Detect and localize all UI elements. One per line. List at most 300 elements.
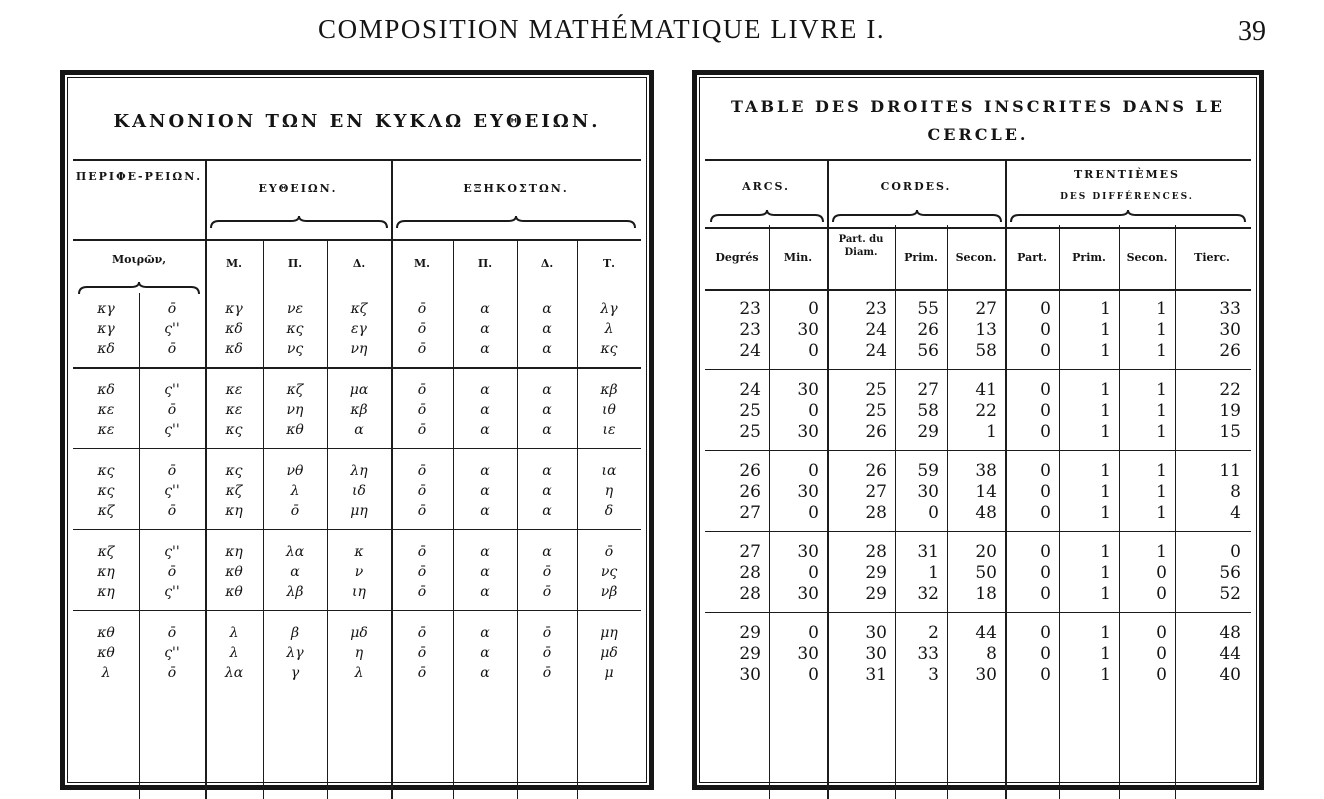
table-cell: 1 [1100, 341, 1111, 361]
block-rule [705, 450, 1251, 451]
table-cell: κθ [97, 645, 115, 661]
table-cell: ō [417, 463, 427, 479]
table-cell: α [542, 321, 552, 337]
table-cell: α [480, 301, 490, 317]
table-cell: ō [167, 341, 177, 357]
table-cell: 24 [739, 380, 761, 400]
table-cell: α [542, 422, 552, 438]
table-cell: νη [350, 341, 368, 357]
column-header: Secon. [1126, 251, 1168, 264]
table-cell: 30 [975, 665, 997, 685]
table-cell: 1 [1156, 482, 1167, 502]
table-cell: ō [167, 625, 177, 641]
table-cell: κδ [97, 382, 115, 398]
table-cell: 30 [917, 482, 939, 502]
table-cell: ιθ [602, 402, 616, 418]
table-cell: 0 [1040, 320, 1051, 340]
table-cell: 19 [1219, 401, 1241, 421]
table-cell: λγ [600, 301, 618, 317]
group-brace [77, 281, 201, 295]
table-cell: 33 [917, 644, 939, 664]
table-cell: κγ [97, 321, 115, 337]
table-cell: λ [290, 483, 300, 499]
table-cell: ō [542, 645, 552, 661]
table-cell: κγ [97, 301, 115, 317]
table-cell: α [480, 483, 490, 499]
table-cell: κς [286, 321, 304, 337]
table-cell: 1 [1100, 563, 1111, 583]
table-cell: κζ [225, 483, 243, 499]
table-cell: 0 [808, 341, 819, 361]
table-cell: 26 [739, 461, 761, 481]
table-cell: α [480, 625, 490, 641]
table-cell: 27 [917, 380, 939, 400]
table-cell: λγ [286, 645, 304, 661]
table-cell: λα [285, 544, 305, 560]
table-cell: 0 [1156, 623, 1167, 643]
table-cell: 0 [1156, 665, 1167, 685]
table-cell: 31 [865, 665, 887, 685]
page-header [0, 0, 1324, 62]
table-cell: 8 [986, 644, 997, 664]
table-cell: 23 [865, 299, 887, 319]
table-cell: 28 [739, 563, 761, 583]
table-cell: 1 [1100, 401, 1111, 421]
table-cell: κδ [97, 341, 115, 357]
group-brace [209, 215, 389, 229]
table-cell: 0 [1040, 422, 1051, 442]
table-cell: 44 [1219, 644, 1241, 664]
table-cell: ō [417, 422, 427, 438]
block-rule [73, 529, 641, 530]
table-cell: 0 [1040, 584, 1051, 604]
table-cell: ō [417, 503, 427, 519]
table-cell: 1 [1100, 542, 1111, 562]
table-cell: κβ [600, 382, 618, 398]
table-cell: α [480, 584, 490, 600]
table-cell: λη [350, 463, 368, 479]
table-cell: κς [600, 341, 618, 357]
table-cell: ō [542, 665, 552, 681]
column-header: Τ. [602, 257, 615, 270]
table-cell: ō [417, 544, 427, 560]
table-cell: β [290, 625, 300, 641]
table-cell: 0 [1156, 644, 1167, 664]
table-cell: 59 [917, 461, 939, 481]
table-cell: μδ [600, 645, 618, 661]
table-cell: κδ [225, 321, 243, 337]
table-cell: 29 [865, 563, 887, 583]
table-cell: 26 [739, 482, 761, 502]
table-cell: 1 [1100, 320, 1111, 340]
table-cell: ō [167, 301, 177, 317]
table-cell: 0 [1040, 299, 1051, 319]
table-cell: λ [354, 665, 364, 681]
table-cell: 0 [1156, 563, 1167, 583]
table-cell: 18 [975, 584, 997, 604]
table-cell: 20 [975, 542, 997, 562]
table-cell: 1 [1100, 482, 1111, 502]
table-cell: α [354, 422, 364, 438]
table-cell: α [480, 564, 490, 580]
column-header: Μ. [413, 257, 430, 270]
table-cell: 0 [808, 461, 819, 481]
header-rule [73, 159, 641, 161]
table-cell: κθ [225, 584, 243, 600]
table-cell: 30 [865, 623, 887, 643]
table-cell: α [542, 341, 552, 357]
table-cell: α [542, 544, 552, 560]
table-cell: 4 [1230, 503, 1241, 523]
table-cell: ιη [352, 584, 366, 600]
column-header: Μ. [225, 257, 242, 270]
page-number: 39 [1238, 16, 1266, 47]
table-cell: κγ [225, 301, 243, 317]
table-cell: 52 [1219, 584, 1241, 604]
table-cell: ō [542, 625, 552, 641]
table-cell: κζ [97, 544, 115, 560]
table-cell: νβ [600, 584, 618, 600]
table-cell: λα [224, 665, 244, 681]
table-cell: 24 [865, 320, 887, 340]
table-cell: 56 [1219, 563, 1241, 583]
header-rule [73, 239, 641, 241]
group-label: ΕΞΗΚΟΣΤΩΝ. [463, 182, 569, 195]
column-header: Π. [287, 257, 303, 270]
block-rule [705, 369, 1251, 370]
table-cell: νη [286, 402, 304, 418]
table-cell: 40 [1219, 665, 1241, 685]
table-cell: λβ [286, 584, 304, 600]
table-cell: α [480, 503, 490, 519]
table-cell: 0 [1040, 623, 1051, 643]
block-rule [705, 531, 1251, 532]
table-cell: α [480, 382, 490, 398]
table-cell: 41 [975, 380, 997, 400]
block-rule [73, 610, 641, 611]
table-cell: ς'' [164, 321, 180, 337]
table-cell: κς [97, 463, 115, 479]
table-cell: 1 [1156, 503, 1167, 523]
table-cell: 48 [975, 503, 997, 523]
table-cell: 38 [975, 461, 997, 481]
table-cell: 30 [797, 644, 819, 664]
table-cell: 32 [917, 584, 939, 604]
table-cell: ς'' [164, 645, 180, 661]
table-cell: 0 [1040, 341, 1051, 361]
table-cell: 23 [739, 320, 761, 340]
table-cell: 25 [739, 401, 761, 421]
table-cell: ς'' [164, 382, 180, 398]
table-cell: 30 [797, 542, 819, 562]
table-cell: 58 [917, 401, 939, 421]
table-cell: ō [417, 301, 427, 317]
table-cell: εγ [351, 321, 367, 337]
table-cell: 30 [797, 380, 819, 400]
table-cell: ς'' [164, 422, 180, 438]
table-cell: α [480, 341, 490, 357]
block-rule [705, 612, 1251, 613]
group-label: ΕΥΘΕΙΩΝ. [258, 182, 338, 195]
table-cell: νς [286, 341, 304, 357]
table-cell: κς [225, 422, 243, 438]
table-cell: 0 [928, 503, 939, 523]
table-cell: 26 [865, 422, 887, 442]
table-cell: ς'' [164, 544, 180, 560]
table-cell: ō [167, 564, 177, 580]
table-cell: 50 [975, 563, 997, 583]
table-cell: ς'' [164, 584, 180, 600]
table-cell: 1 [1156, 320, 1167, 340]
table-cell: 25 [865, 401, 887, 421]
table-cell: 1 [1100, 644, 1111, 664]
column-header: Tierc. [1194, 251, 1230, 264]
table-cell: 1 [1100, 299, 1111, 319]
table-cell: κε [225, 402, 243, 418]
table-cell: ō [417, 382, 427, 398]
table-cell: ō [417, 483, 427, 499]
table-cell: α [480, 402, 490, 418]
table-cell: κζ [97, 503, 115, 519]
header-rule [705, 227, 1251, 229]
table-cell: 1 [1156, 380, 1167, 400]
table-cell: 0 [808, 299, 819, 319]
table-cell: μδ [350, 625, 368, 641]
table-cell: 56 [917, 341, 939, 361]
table-cell: κη [225, 503, 243, 519]
group-brace [395, 215, 637, 229]
table-cell: α [480, 544, 490, 560]
table-cell: 30 [739, 665, 761, 685]
table-cell: κς [225, 463, 243, 479]
table-cell: κθ [286, 422, 304, 438]
table-cell: 1 [1156, 542, 1167, 562]
table-cell: ς'' [164, 483, 180, 499]
table-cell: 15 [1219, 422, 1241, 442]
table-cell: δ [604, 503, 614, 519]
table-cell: 25 [739, 422, 761, 442]
table-cell: μα [349, 382, 369, 398]
column-header: Min. [783, 251, 813, 264]
table-cell: ια [601, 463, 617, 479]
header-rule [705, 289, 1251, 291]
table-cell: 1 [1156, 299, 1167, 319]
table-cell: κς [97, 483, 115, 499]
table-cell: 1 [1100, 665, 1111, 685]
table-cell: 55 [917, 299, 939, 319]
table-cell: α [480, 321, 490, 337]
table-cell: 0 [1156, 584, 1167, 604]
table-cell: ō [417, 564, 427, 580]
table-cell: 30 [797, 482, 819, 502]
table-cell: νς [600, 564, 618, 580]
table-cell: ō [417, 321, 427, 337]
table-cell: κη [225, 544, 243, 560]
table-cell: α [542, 463, 552, 479]
page-title: COMPOSITION MATHÉMATIQUE LIVRE I. [318, 14, 886, 44]
table-cell: ō [417, 341, 427, 357]
table-cell: 0 [1040, 563, 1051, 583]
table-cell: 22 [1219, 380, 1241, 400]
block-rule [73, 448, 641, 449]
table-cell: α [480, 463, 490, 479]
table-cell: 1 [1156, 341, 1167, 361]
table-cell: α [480, 665, 490, 681]
table-cell: 0 [1040, 380, 1051, 400]
table-cell: κζ [350, 301, 368, 317]
table-cell: ō [290, 503, 300, 519]
table-cell: 29 [739, 644, 761, 664]
table-cell: 0 [1040, 503, 1051, 523]
table-cell: 3 [928, 665, 939, 685]
french-chord-table [692, 70, 1264, 790]
table-cell: 23 [739, 299, 761, 319]
table-cell: 28 [739, 584, 761, 604]
table-cell: η [604, 483, 614, 499]
table-cell: ō [417, 584, 427, 600]
table-cell: μη [350, 503, 368, 519]
table-cell: νθ [286, 463, 304, 479]
table-cell: 26 [1219, 341, 1241, 361]
table-cell: λ [604, 321, 614, 337]
table-cell: 1 [928, 563, 939, 583]
table-cell: ō [417, 402, 427, 418]
table-cell: κδ [225, 341, 243, 357]
column-header: Part. du Diam. [838, 234, 884, 258]
table-cell: ō [542, 584, 552, 600]
group-label: TRENTIÈMES [1074, 168, 1180, 181]
table-cell: 30 [797, 320, 819, 340]
table-cell: ō [167, 402, 177, 418]
table-cell: 58 [975, 341, 997, 361]
table-cell: 24 [739, 341, 761, 361]
table-cell: 25 [865, 380, 887, 400]
table-cell: 44 [975, 623, 997, 643]
table-cell: 0 [1040, 401, 1051, 421]
table-cell: α [542, 483, 552, 499]
table-cell: 0 [1040, 482, 1051, 502]
table-cell: γ [290, 665, 300, 681]
table-cell: 11 [1219, 461, 1241, 481]
column-header: Π. [477, 257, 493, 270]
table-cell: 1 [1100, 503, 1111, 523]
table-cell: κ [354, 544, 364, 560]
table-cell: 1 [1100, 380, 1111, 400]
column-header: Degrés [715, 251, 759, 264]
table-cell: νε [286, 301, 304, 317]
table-cell: 1 [1100, 461, 1111, 481]
table-cell: λ [101, 665, 111, 681]
table-cell: α [480, 645, 490, 661]
table-cell: 1 [1100, 623, 1111, 643]
table-cell: 0 [808, 563, 819, 583]
table-cell: κε [97, 422, 115, 438]
group-brace [831, 209, 1003, 223]
table-cell: 22 [975, 401, 997, 421]
table-cell: α [480, 422, 490, 438]
table-cell: ō [417, 625, 427, 641]
table-cell: 30 [865, 644, 887, 664]
table-cell: λ [229, 645, 239, 661]
table-cell: 29 [865, 584, 887, 604]
table-cell: 0 [808, 665, 819, 685]
table-cell: κζ [286, 382, 304, 398]
table-cell: 28 [865, 503, 887, 523]
table-cell: ιδ [352, 483, 366, 499]
table-cell: μ [604, 665, 614, 681]
table-cell: μη [600, 625, 618, 641]
table-cell: 0 [808, 401, 819, 421]
table-cell: 1 [1156, 401, 1167, 421]
table-cell: α [290, 564, 300, 580]
table-cell: κε [225, 382, 243, 398]
table-cell: 0 [1040, 644, 1051, 664]
table-cell: 27 [975, 299, 997, 319]
table-cell: η [354, 645, 364, 661]
group-label: CORDES. [880, 180, 952, 193]
table-cell: 1 [1156, 422, 1167, 442]
table-cell: 13 [975, 320, 997, 340]
table-cell: 28 [865, 542, 887, 562]
group-label: ΠΕΡΙΦΕ-ΡΕΙΩΝ. [75, 170, 203, 183]
table-cell: ō [167, 503, 177, 519]
group-brace [709, 209, 825, 223]
table-cell: ō [542, 564, 552, 580]
table-cell: ō [417, 645, 427, 661]
table-cell: κθ [225, 564, 243, 580]
column-header: Part. [1017, 251, 1047, 264]
table-cell: 31 [917, 542, 939, 562]
table-cell: 1 [1156, 461, 1167, 481]
table-cell: ō [167, 665, 177, 681]
table-cell: ō [167, 463, 177, 479]
column-header: Δ. [352, 257, 366, 270]
table-cell: 1 [1100, 422, 1111, 442]
table-cell: α [542, 402, 552, 418]
table-cell: 30 [797, 584, 819, 604]
table-cell: 26 [865, 461, 887, 481]
table-cell: 0 [1040, 665, 1051, 685]
table-cell: 27 [739, 503, 761, 523]
table-cell: 0 [1040, 542, 1051, 562]
table-cell: ιε [602, 422, 616, 438]
table-cell: 0 [1040, 461, 1051, 481]
table-cell: 1 [986, 422, 997, 442]
table-cell: ν [354, 564, 364, 580]
table-cell: α [542, 382, 552, 398]
table-cell: 2 [928, 623, 939, 643]
table-cell: 14 [975, 482, 997, 502]
table-cell: 0 [808, 503, 819, 523]
group-label: DES DIFFÉRENCES. [1060, 192, 1194, 202]
table-cell: α [542, 503, 552, 519]
column-header: Prim. [904, 251, 938, 264]
table-cell: 30 [1219, 320, 1241, 340]
table-cell: 27 [739, 542, 761, 562]
table-cell: ō [604, 544, 614, 560]
group-label: ARCS. [742, 180, 790, 193]
table-cell: κε [97, 402, 115, 418]
column-header: Prim. [1072, 251, 1106, 264]
table-cell: κη [97, 584, 115, 600]
french-table-title: TABLE DES DROITES INSCRITES DANS LE CERCLE. [731, 97, 1225, 144]
table-cell: 26 [917, 320, 939, 340]
table-cell: λ [229, 625, 239, 641]
header-rule [705, 159, 1251, 161]
table-cell: 30 [797, 422, 819, 442]
table-cell: 0 [1230, 542, 1241, 562]
table-cell: 1 [1100, 584, 1111, 604]
